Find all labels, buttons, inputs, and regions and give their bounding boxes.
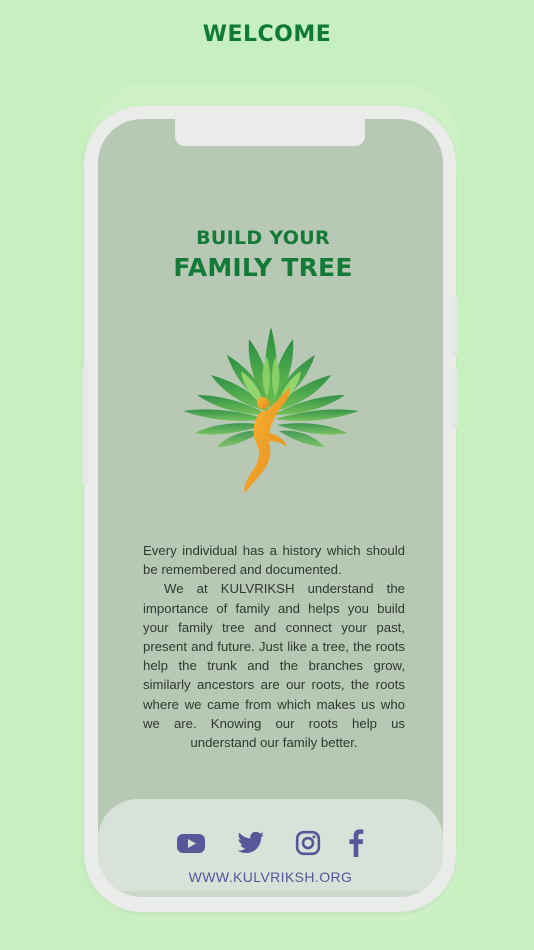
family-tree-logo-icon [171, 317, 371, 497]
welcome-title: WELCOME [202, 22, 332, 47]
social-links [98, 829, 443, 857]
hero-headline [98, 227, 428, 282]
phone-side-button [82, 366, 88, 486]
phone-notch [175, 119, 365, 146]
facebook-icon[interactable] [348, 829, 364, 857]
description-paragraph-2: We at KULVRIKSH understand the importance of family and helps you build your family tree and connect your past, present and future. Just like a tree, the roots help the trunk and the branches grow, similarly ancestors are our roots, the roots where we came from which makes us who we are. Knowing our roots help us understand our family better. [143, 581, 405, 751]
youtube-icon[interactable] [176, 829, 206, 857]
description-paragraph-1: Every individual has a history which should be remembered and documented. [143, 543, 405, 578]
headline-line-2: FAMILY TREE [173, 253, 353, 282]
phone-side-button [452, 368, 458, 428]
footer-panel [98, 799, 443, 897]
instagram-icon[interactable] [295, 829, 321, 857]
headline-line-1: BUILD YOUR [196, 227, 330, 249]
phone-side-button [452, 296, 458, 356]
website-link[interactable]: WWW.KULVRIKSH.ORG [188, 869, 353, 885]
phone-frame [84, 106, 456, 912]
phone-screen [98, 119, 443, 897]
twitter-icon[interactable] [237, 829, 265, 857]
description-text [143, 541, 405, 752]
